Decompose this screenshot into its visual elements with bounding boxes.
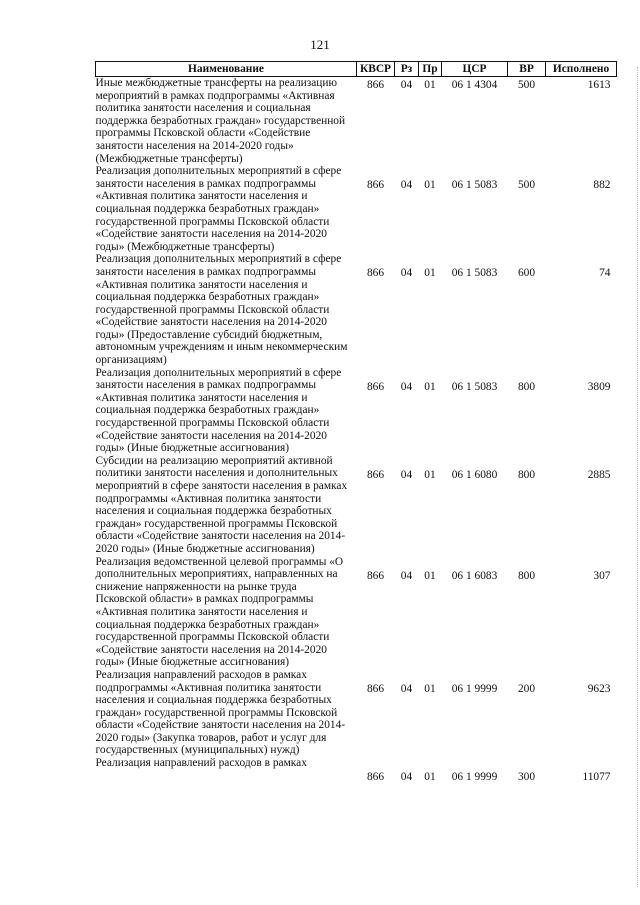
scan-edge-line <box>636 67 638 887</box>
table-row <box>96 757 617 784</box>
row-rz: 04 <box>400 682 413 695</box>
row-kvsr: 866 <box>366 682 385 695</box>
table-body <box>96 77 617 784</box>
header-csr: ЦСР <box>442 62 508 77</box>
row-name: Иные межбюджетные трансферты на реализацию мероприятий в рамках подпрограммы «Активная политика занятости населения и социальная поддержка безработных граждан» государственной программы Псковской области «Содействие занятости населения на 2014-2020 годы» (Межбюджетные трансферты) <box>95 77 346 165</box>
row-name: Реализация направлений расходов в рамках <box>95 757 307 770</box>
table-row <box>96 165 617 253</box>
row-vr: 500 <box>517 179 536 192</box>
row-isp: 74 <box>599 267 611 280</box>
row-vr: 300 <box>517 771 536 784</box>
row-rz: 04 <box>400 380 413 393</box>
row-pr: 01 <box>424 468 436 481</box>
row-pr: 01 <box>424 179 436 192</box>
budget-table <box>95 61 617 784</box>
row-csr: 06 1 6083 <box>451 569 498 582</box>
row-kvsr: 866 <box>366 179 385 192</box>
row-rz: 04 <box>400 79 413 91</box>
row-name: Субсидии на реализацию мероприятий активной политики занятости населения и дополнительных мероприятий в сфере занятости населения в рамках подпрограммы «Активная политика занятости населения и социальная поддержка безработных граждан» государственной программы Псковской области «Содействие занятости населения на 2014-2020 годы» (Иные бюджетные ассигнования) <box>95 454 348 555</box>
row-kvsr: 866 <box>366 79 385 91</box>
row-vr: 500 <box>517 79 536 91</box>
row-csr: 06 1 5083 <box>451 380 498 393</box>
row-isp: 11077 <box>582 771 611 784</box>
row-vr: 600 <box>517 267 536 280</box>
row-csr: 06 1 5083 <box>451 267 498 280</box>
header-vr: ВР <box>508 62 546 77</box>
row-pr: 01 <box>424 380 436 393</box>
row-name: Реализация дополнительных мероприятий в сфере занятости населения в рамках подпрограммы «Активная политика занятости населения и социальная поддержка безработных граждан» государственной программы Псковской области «Содействие занятости населения на 2014-2020 годы» (Межбюджетные трансферты) <box>95 165 342 253</box>
table-row <box>96 253 617 366</box>
row-kvsr: 866 <box>366 267 385 280</box>
row-name: Реализация ведомственной целевой программы «О дополнительных мероприятиях, направленных на снижение напряженности на рынке труда Псковской области» в рамках подпрограммы «Активная политика занятости населения и социальная поддержка безработных граждан» государственной программы Псковской области «Содействие занятости населения на 2014-2020 годы» (Иные бюджетные ассигнования) <box>95 555 344 669</box>
row-csr: 06 1 9999 <box>451 771 498 784</box>
row-kvsr: 866 <box>366 771 385 784</box>
row-kvsr: 866 <box>366 380 385 393</box>
table-row <box>96 669 617 757</box>
row-kvsr: 866 <box>366 569 385 582</box>
row-pr: 01 <box>424 79 436 91</box>
row-rz: 04 <box>400 179 413 192</box>
header-kvsr: КВСР <box>357 62 395 77</box>
row-csr: 06 1 6080 <box>451 468 498 481</box>
table-row <box>96 367 617 455</box>
table-header <box>96 62 617 77</box>
table-row <box>96 556 617 669</box>
header-pr: Пр <box>419 62 442 77</box>
row-isp: 3809 <box>587 380 611 393</box>
row-pr: 01 <box>424 682 436 695</box>
row-vr: 200 <box>517 682 536 695</box>
row-csr: 06 1 9999 <box>451 682 498 695</box>
row-isp: 2885 <box>587 468 611 481</box>
row-name: Реализация направлений расходов в рамках подпрограммы «Активная политика занятости населения и социальная поддержка безработных граждан» государственной программы Псковской области «Содействие занятости населения на 2014-2020 годы» (Закупка товаров, работ и услуг для государственных (муниципальных) нужд) <box>95 668 346 757</box>
row-vr: 800 <box>517 468 536 481</box>
page-number: 121 <box>310 37 330 52</box>
row-rz: 04 <box>400 468 413 481</box>
row-isp: 307 <box>593 569 611 582</box>
row-rz: 04 <box>400 569 413 582</box>
header-name: Наименование <box>96 62 357 77</box>
header-rz: Рз <box>395 62 419 77</box>
row-pr: 01 <box>424 267 436 280</box>
row-rz: 04 <box>400 771 413 784</box>
row-kvsr: 866 <box>366 468 385 481</box>
row-vr: 800 <box>517 380 536 393</box>
row-isp: 9623 <box>587 682 611 695</box>
row-name: Реализация дополнительных мероприятий в сфере занятости населения в рамках подпрограммы «Активная политика занятости населения и социальная поддержка безработных граждан» государственной программы Псковской области «Содействие занятости населения на 2014-2020 годы» (Иные бюджетные ассигнования) <box>95 366 342 455</box>
row-vr: 800 <box>517 569 536 582</box>
row-pr: 01 <box>424 569 436 582</box>
row-csr: 06 1 4304 <box>451 79 498 91</box>
row-isp: 882 <box>593 179 611 192</box>
row-isp: 1613 <box>587 79 611 91</box>
header-isp: Исполнено <box>546 62 617 77</box>
row-csr: 06 1 5083 <box>451 179 498 192</box>
table-row <box>96 455 617 556</box>
row-name: Реализация дополнительных мероприятий в сфере занятости населения в рамках подпрограммы «Активная политика занятости населения и социальная поддержка безработных граждан» государственной программы Псковской области «Содействие занятости населения на 2014-2020 годы» (Предоставление субсидий бюджетным, автономным учреждениям и иным некоммерческим организациям) <box>95 253 348 367</box>
row-pr: 01 <box>424 771 436 784</box>
table-row <box>96 77 617 166</box>
row-rz: 04 <box>400 267 413 280</box>
